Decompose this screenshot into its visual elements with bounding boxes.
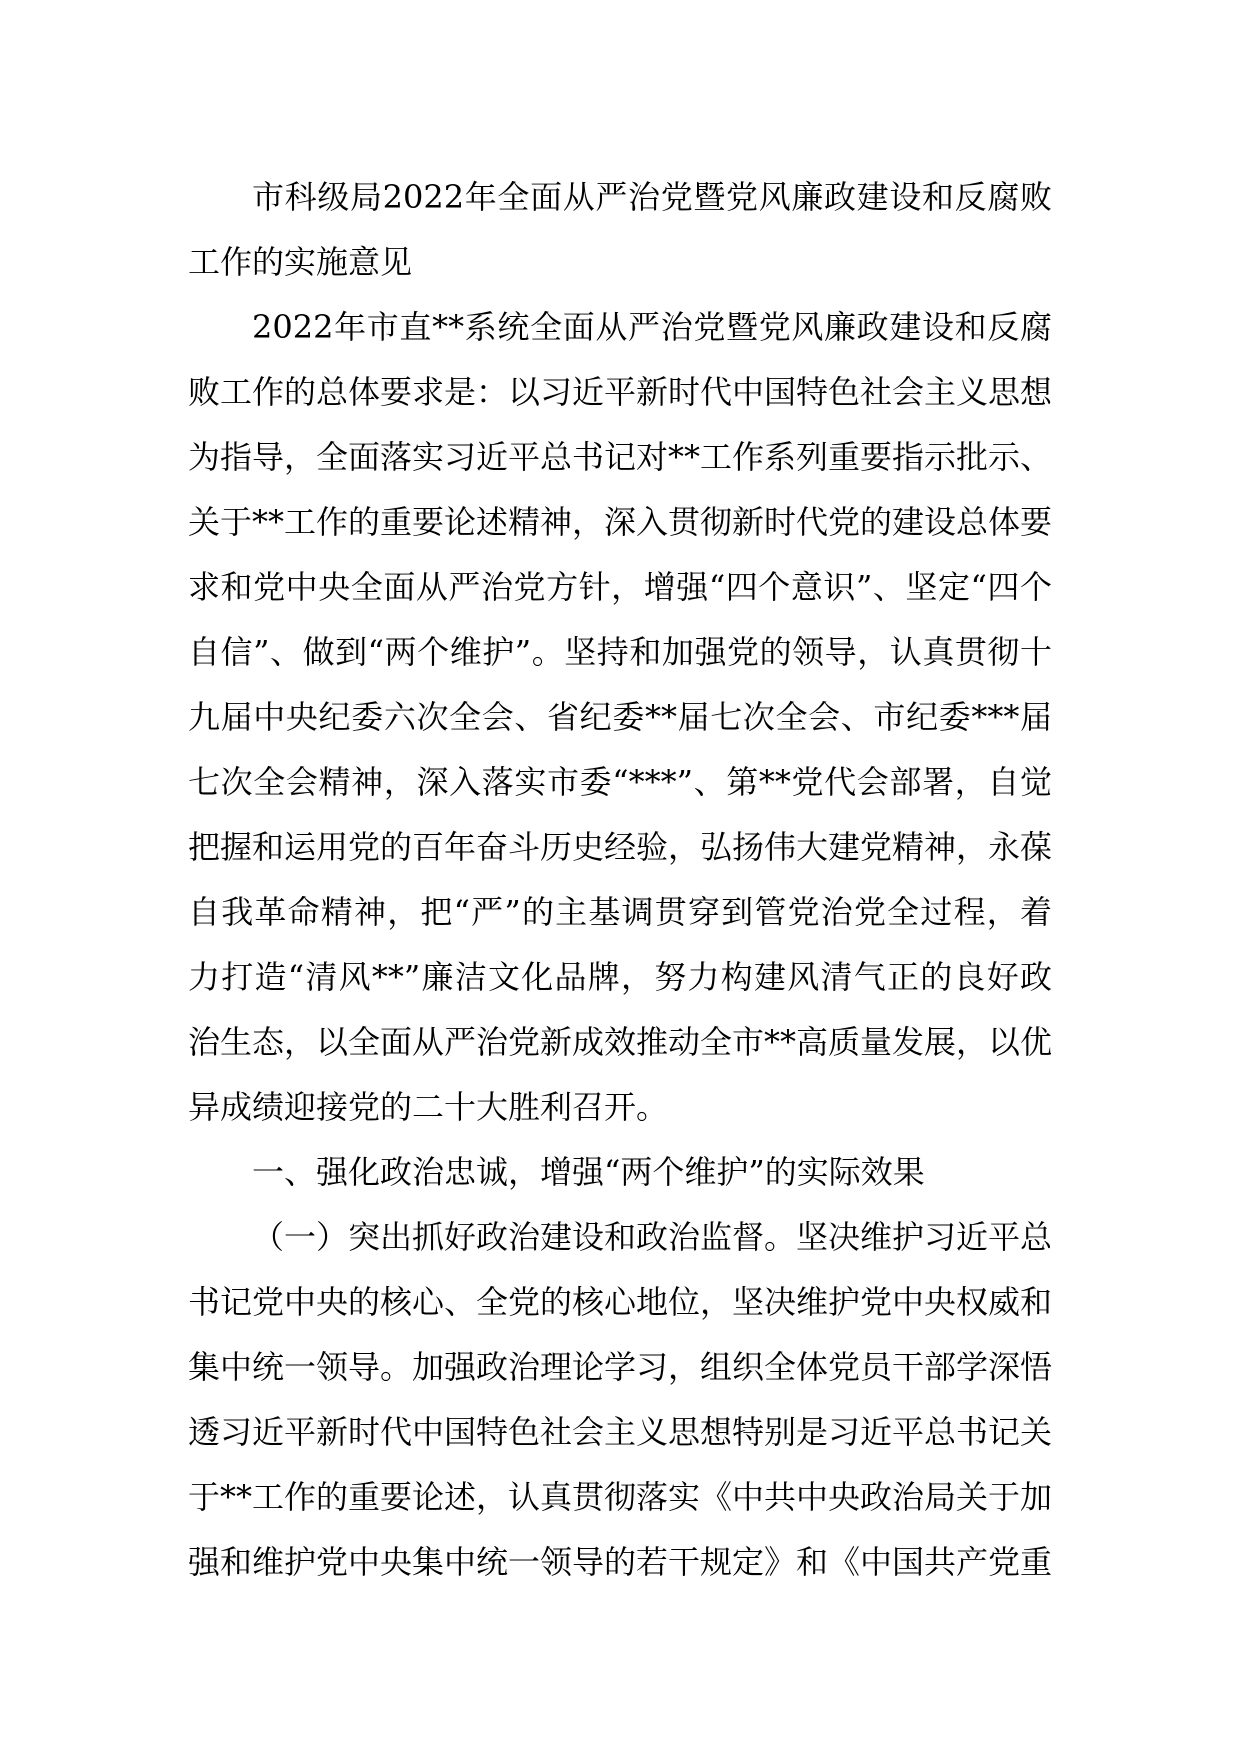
paragraph-general-requirements: 2022年市直**系统全面从严治党暨党风廉政建设和反腐败工作的总体要求是：以习近平新时代中国特色社会主义思想为指导，全面落实习近平总书记对**工作系列重要指示批示、关于**工作的重要论述精神，深入贯彻新时代党的建设总体要求和党中央全面从严治党方针，增强“四个意识”、坚定“四个自信”、做到“两个维护”。坚持和加强党的领导，认真贯彻十九届中央纪委六次全会、省纪委**届七次全会、市纪委***届七次全会精神，深入落实市委“***”、第**党代会部署，自觉把握和运用党的百年奋斗历史经验，弘扬伟大建党精神，永葆自我革命精神，把“严”的主基调贯穿到管党治党全过程，着力打造“清风**”廉洁文化品牌，努力构建风清气正的良好政治生态，以全面从严治党新成效推动全市**高质量发展，以优异成绩迎接党的二十大胜利召开。 — [188, 308, 1053, 1126]
section-heading-1: 一、强化政治忠诚，增强“两个维护”的实际效果 — [252, 1153, 925, 1191]
paragraph-political-supervision: （一）突出抓好政治建设和政治监督。坚决维护习近平总书记党中央的核心、全党的核心地位，坚决维护党中央权威和集中统一领导。加强政治理论学习，组织全体党员干部学深悟透习近平新时代中国特色社会主义思想特别是习近平总书记关于**工作的重要论述，认真贯彻落实《中共中央政治局关于加强和维护党中央集中统一领导的若干规定》和《中国共产党重 — [188, 1218, 1053, 1581]
document-body — [188, 165, 1052, 1595]
document-title: 市科级局2022年全面从严治党暨党风廉政建设和反腐败工作的实施意见 — [188, 178, 1052, 281]
